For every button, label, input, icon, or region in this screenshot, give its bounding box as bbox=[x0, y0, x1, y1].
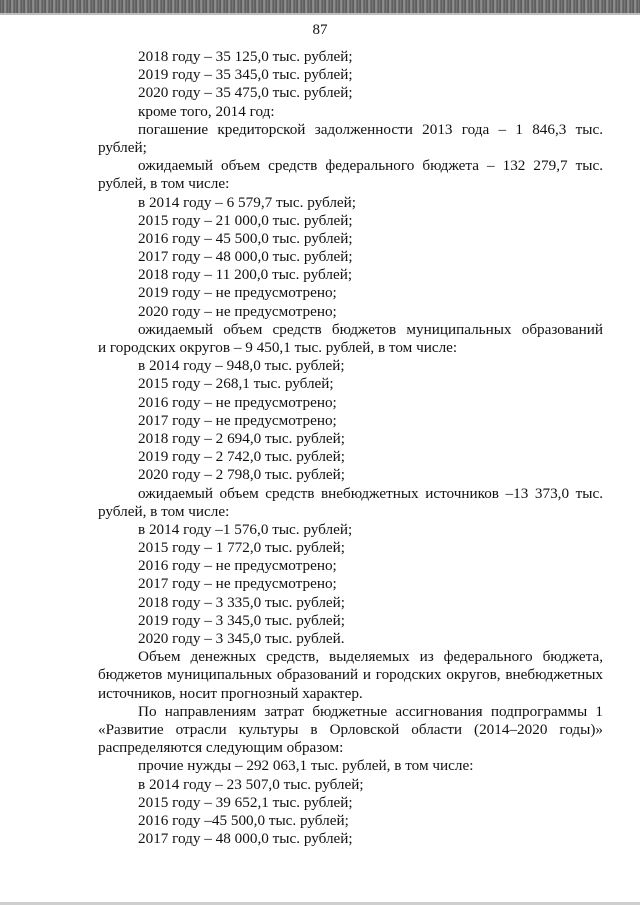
text-line: в 2014 году – 948,0 тыс. рублей; bbox=[138, 357, 345, 375]
paragraph-first-line: погашение кредиторской задолженности 2013 года – 1 846,3 тыс. bbox=[138, 120, 603, 138]
paragraph-continuation: рублей; bbox=[98, 138, 147, 156]
federal-paragraph bbox=[98, 157, 603, 193]
document-body bbox=[98, 48, 603, 848]
text-line: 2015 году – 1 772,0 тыс. рублей; bbox=[138, 539, 346, 557]
paragraph-continuation: распределяются следующим образом: bbox=[98, 739, 344, 757]
text-line: 2015 году – 21 000,0 тыс. рублей; bbox=[138, 211, 353, 229]
text-line: 2020 году – не предусмотрено; bbox=[138, 302, 337, 320]
text-line: в 2014 году –1 576,0 тыс. рублей; bbox=[138, 520, 353, 538]
text-line: 2018 году – 2 694,0 тыс. рублей; bbox=[138, 429, 346, 447]
text-line: 2015 году – 39 652,1 тыс. рублей; bbox=[138, 793, 353, 811]
text-line: 2018 году – 35 125,0 тыс. рублей; bbox=[138, 48, 353, 65]
text-line: 2020 году – 3 345,0 тыс. рублей. bbox=[138, 630, 345, 647]
text-line: 2017 году – 48 000,0 тыс. рублей; bbox=[138, 248, 353, 266]
paragraph-continuation: источников, носит прогнозный характер. bbox=[98, 684, 363, 702]
text-line: 2020 году – 35 475,0 тыс. рублей; bbox=[138, 84, 353, 102]
forecast-paragraph bbox=[98, 648, 603, 703]
paragraph-first-line: По направлениям затрат бюджетные ассигнования подпрограммы 1 bbox=[138, 702, 603, 720]
text-line: прочие нужды – 292 063,1 тыс. рублей, в том числе: bbox=[138, 757, 474, 775]
paragraph-first-line: ожидаемый объем средств бюджетов муниципальных образований bbox=[138, 320, 603, 338]
municipal-paragraph bbox=[98, 321, 603, 357]
page-number: 87 bbox=[312, 22, 328, 38]
paragraph-continuation: и городских округов – 9 450,1 тыс. рублей, в том числе: bbox=[98, 339, 458, 356]
text-line: 2019 году – не предусмотрено; bbox=[138, 284, 337, 302]
text-line: 2017 году – 48 000,0 тыс. рублей; bbox=[138, 830, 353, 848]
text-line: 2016 году –45 500,0 тыс. рублей; bbox=[138, 811, 349, 829]
paragraph-middle-line: бюджетов муниципальных образований и городских округов, внебюджетных bbox=[98, 666, 603, 684]
paragraph-middle-line: «Развитие отрасли культуры в Орловской области (2014–2020 годы)» bbox=[98, 720, 603, 738]
scan-top-line bbox=[0, 13, 640, 15]
text-line: 2017 году – не предусмотрено; bbox=[138, 575, 337, 593]
text-line: 2017 году – не предусмотрено; bbox=[138, 411, 337, 429]
text-line: в 2014 году – 6 579,7 тыс. рублей; bbox=[138, 193, 356, 211]
text-line: 2020 году – 2 798,0 тыс. рублей; bbox=[138, 466, 346, 484]
text-line: 2018 году – 11 200,0 тыс. рублей; bbox=[138, 266, 353, 284]
text-line: 2019 году – 2 742,0 тыс. рублей; bbox=[138, 448, 346, 466]
paragraph-first-line: ожидаемый объем средств федерального бюджета – 132 279,7 тыс. bbox=[138, 157, 603, 175]
scan-top-edge bbox=[0, 0, 640, 13]
debt-paragraph bbox=[98, 121, 603, 157]
extrabudget-paragraph bbox=[98, 485, 603, 521]
text-line: 2019 году – 3 345,0 тыс. рублей; bbox=[138, 611, 346, 629]
text-line: 2016 году – 45 500,0 тыс. рублей; bbox=[138, 229, 353, 247]
text-line: 2015 году – 268,1 тыс. рублей; bbox=[138, 375, 334, 393]
paragraph-continuation: рублей, в том числе: bbox=[98, 175, 230, 193]
directions-paragraph bbox=[98, 703, 603, 758]
paragraph-continuation: рублей, в том числе: bbox=[98, 502, 230, 520]
paragraph-first-line: Объем денежных средств, выделяемых из федерального бюджета, bbox=[138, 648, 603, 666]
text-line: 2018 году – 3 335,0 тыс. рублей; bbox=[138, 593, 346, 611]
text-line: 2016 году – не предусмотрено; bbox=[138, 557, 337, 575]
text-line: 2016 году – не предусмотрено; bbox=[138, 393, 337, 411]
paragraph-first-line: ожидаемый объем средств внебюджетных источников –13 373,0 тыс. bbox=[138, 484, 603, 502]
text-line: в 2014 году – 23 507,0 тыс. рублей; bbox=[138, 775, 364, 793]
text-line: 2019 году – 35 345,0 тыс. рублей; bbox=[138, 66, 353, 84]
text-line: кроме того, 2014 год: bbox=[138, 102, 275, 120]
